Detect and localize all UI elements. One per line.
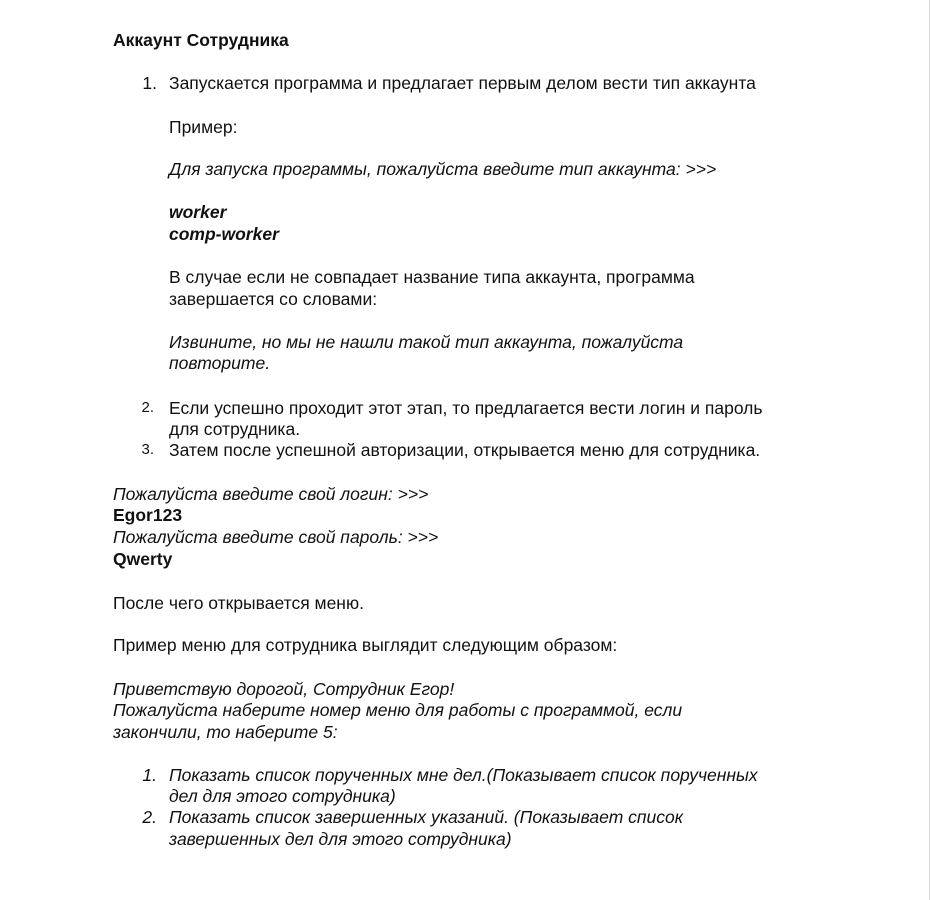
menu-item-1-number: 1. (142, 765, 157, 785)
login-value: Egor123 (113, 505, 183, 525)
mismatch-text-line-2: завершается со словами: (169, 289, 378, 309)
step-2-number: 2. (141, 399, 154, 416)
menu-item-1-text-line-1: Показать список порученных мне дел.(Показывает список порученных (169, 765, 758, 785)
password-prompt: Пожалуйста введите свой пароль: >>> (113, 527, 439, 547)
menu-instruction-line-2: закончили, то наберите 5: (113, 722, 338, 742)
document-heading: Аккаунт Сотрудника (113, 30, 289, 50)
account-type-comp-worker: comp-worker (169, 224, 279, 244)
menu-example-text: Пример меню для сотрудника выглядит следующим образом: (113, 635, 618, 655)
step-1-text: Запускается программа и предлагает первым делом вести тип аккаунта (169, 73, 756, 93)
account-type-prompt: Для запуска программы, пожалуйста введите тип аккаунта: >>> (169, 159, 717, 179)
account-type-worker: worker (169, 202, 227, 222)
menu-item-2-text-line-2: завершенных дел для этого сотрудника) (169, 829, 512, 849)
mismatch-text-line-1: В случае если не совпадает название типа аккаунта, программа (169, 267, 695, 287)
step-2-text-line-2: для сотрудника. (169, 419, 301, 439)
error-message-line-1: Извините, но мы не нашли такой тип аккаунта, пожалуйста (169, 332, 684, 352)
menu-item-2-text-line-1: Показать список завершенных указаний. (Показывает список (169, 807, 683, 827)
step-1-number: 1. (142, 73, 157, 93)
step-3-text: Затем после успешной авторизации, открывается меню для сотрудника. (169, 440, 761, 460)
menu-item-2-number: 2. (142, 807, 157, 827)
after-auth-text: После чего открывается меню. (113, 593, 364, 613)
password-value: Qwerty (113, 549, 173, 569)
step-2-text-line-1: Если успешно проходит этот этап, то предлагается вести логин и пароль (169, 398, 763, 418)
step-3-number: 3. (141, 441, 154, 458)
menu-item-1-text-line-2: дел для этого сотрудника) (169, 786, 396, 806)
menu-instruction-line-1: Пожалуйста наберите номер меню для работы с программой, если (113, 700, 683, 720)
error-message-line-2: повторите. (169, 353, 271, 373)
login-prompt: Пожалуйста введите свой логин: >>> (113, 484, 429, 504)
example-label: Пример: (169, 117, 238, 137)
menu-greeting: Приветствую дорогой, Сотрудник Егор! (113, 679, 455, 699)
